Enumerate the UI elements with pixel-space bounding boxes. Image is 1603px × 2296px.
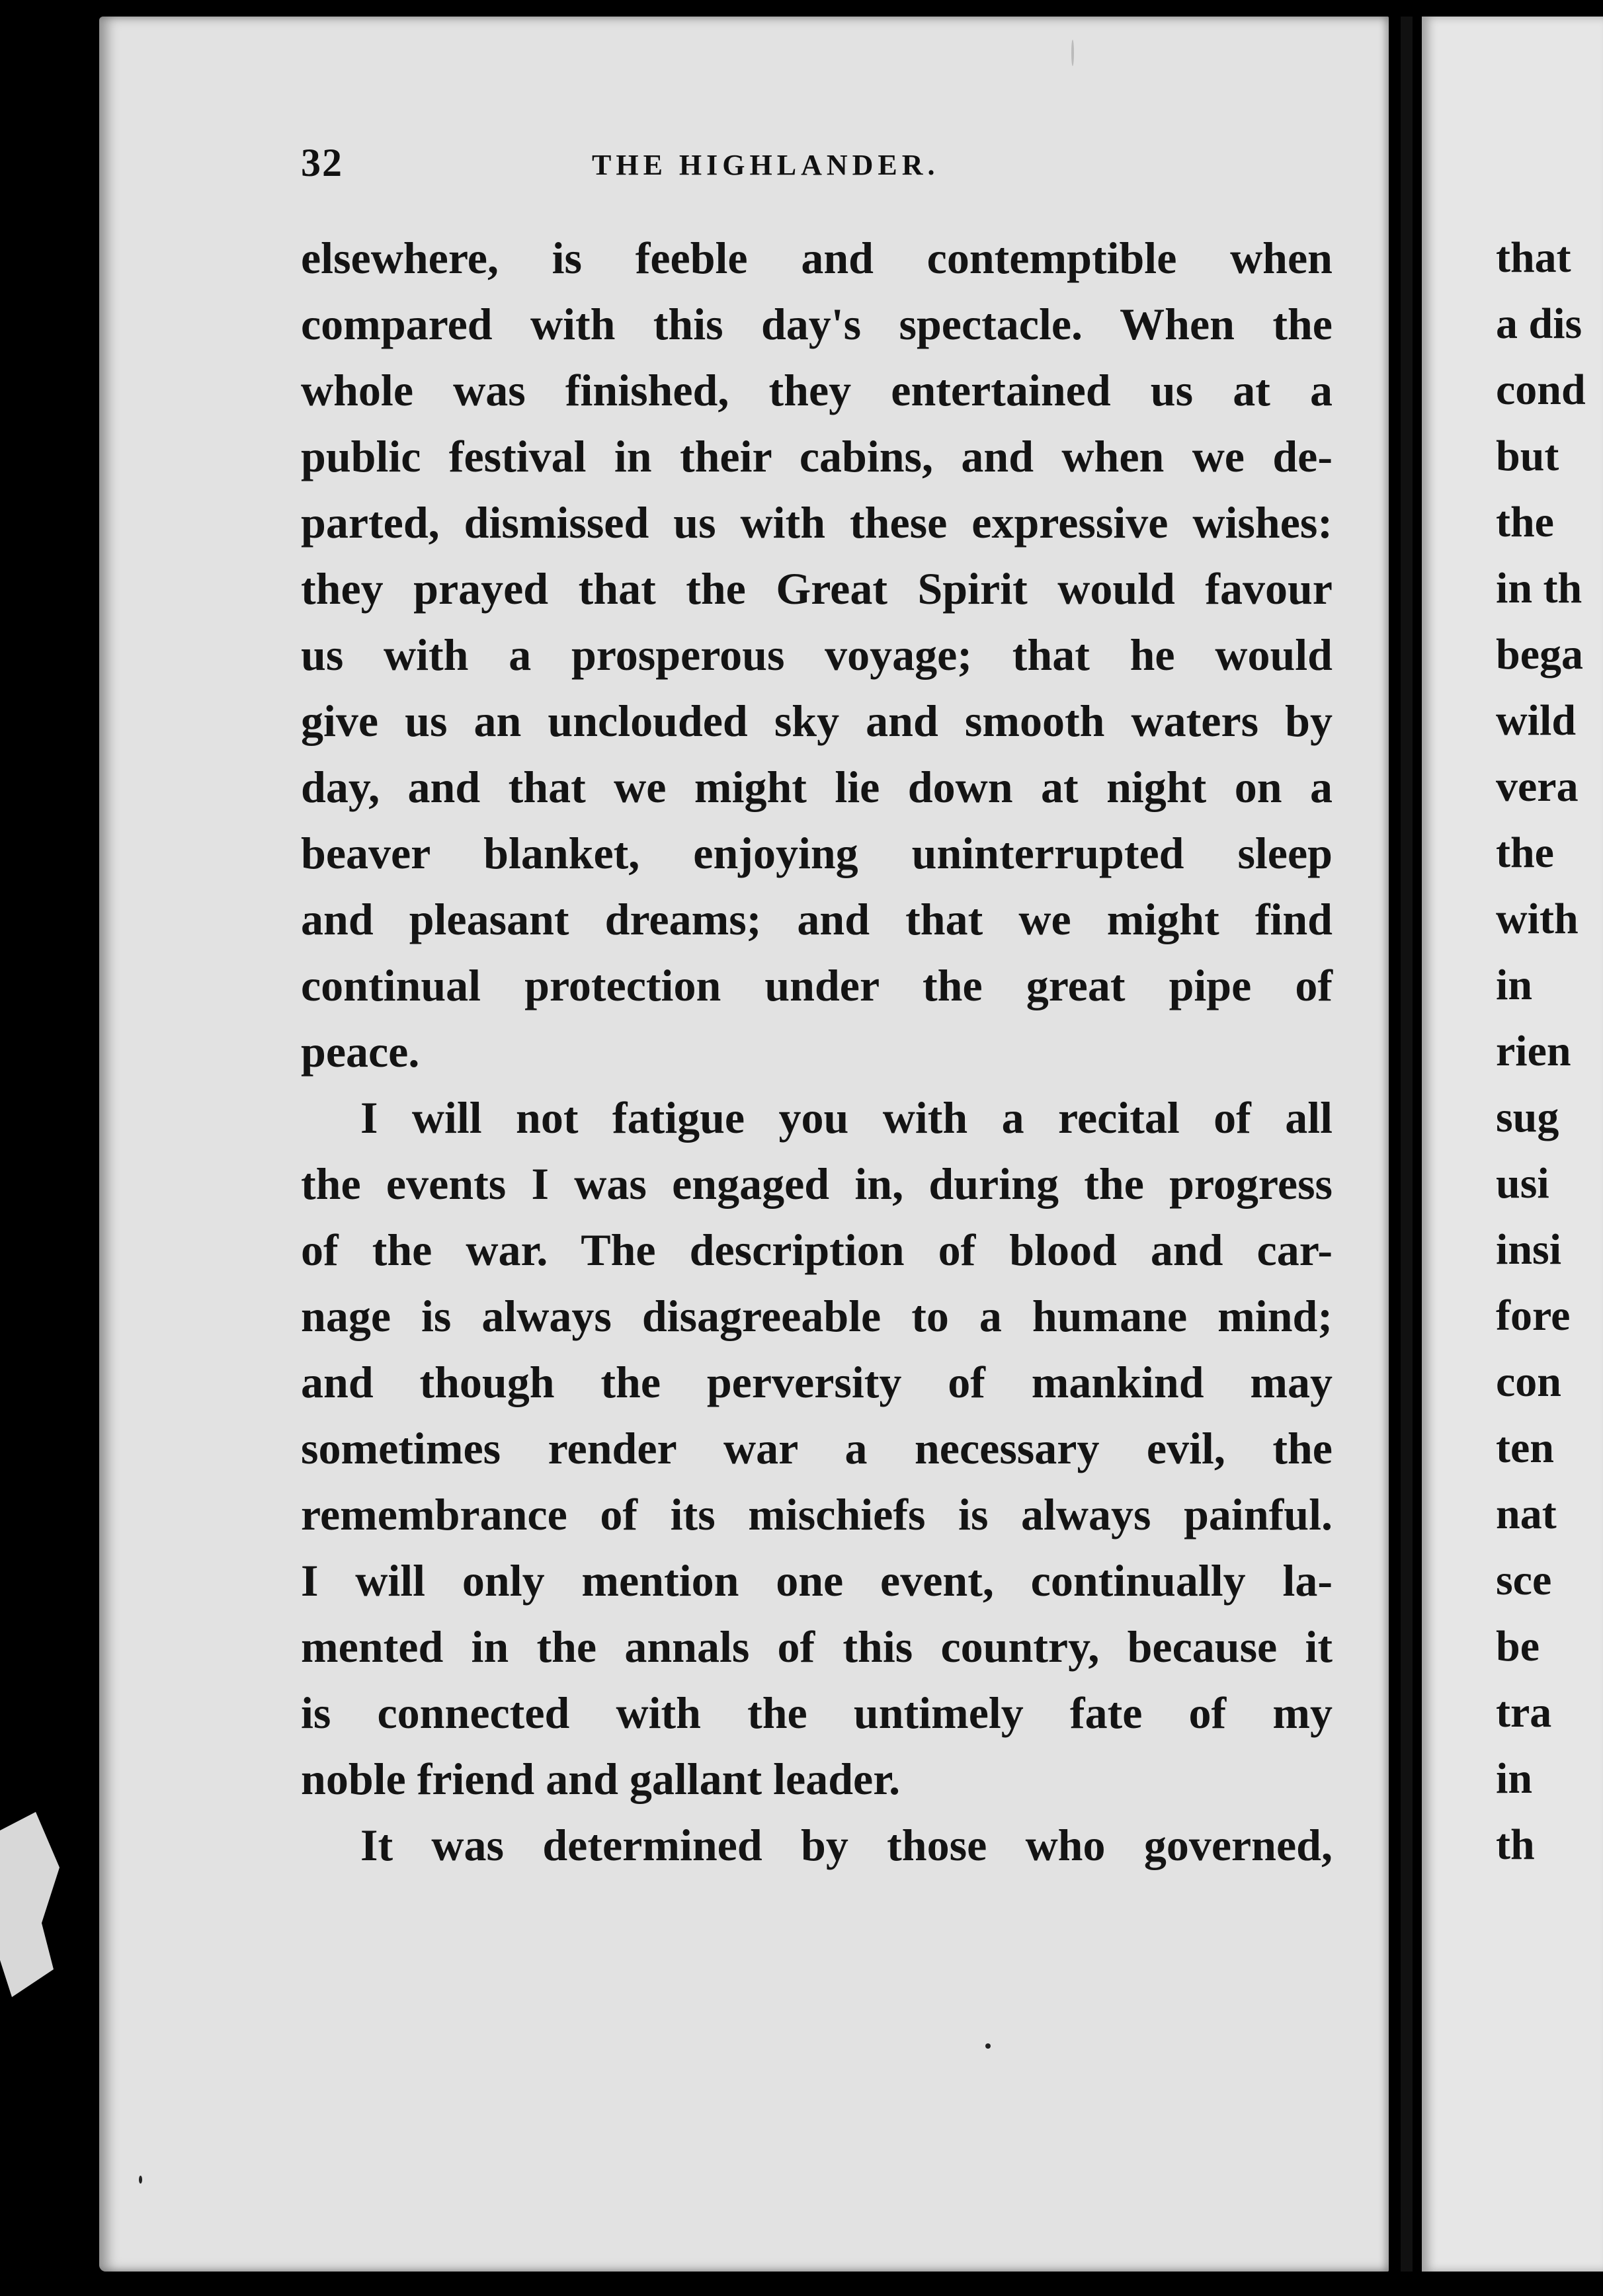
- text-line: us with a prosperous voyage; that he would: [301, 630, 1333, 680]
- text-fragment: tra: [1496, 1688, 1552, 1737]
- text-fragment: in: [1496, 1754, 1533, 1803]
- text-line: continual protection under the great pipe of: [301, 960, 1333, 1010]
- text-fragment: bega: [1496, 630, 1583, 678]
- text-line: and though the perversity of mankind may: [301, 1357, 1333, 1407]
- text-line: noble friend and gallant leader.: [301, 1754, 901, 1804]
- text-fragment: the: [1496, 498, 1554, 546]
- paragraph-start-line: It was determined by those who governed,: [360, 1820, 1333, 1870]
- text-fragment: be: [1496, 1622, 1540, 1670]
- text-line: mented in the annals of this country, because it: [301, 1621, 1333, 1672]
- text-line: give us an unclouded sky and smooth waters by: [301, 696, 1333, 746]
- text-fragment: th: [1496, 1821, 1535, 1869]
- text-fragment: sug: [1496, 1093, 1559, 1141]
- torn-edge: [0, 1812, 60, 1997]
- text-line: the events I was engaged in, during the progress: [301, 1159, 1333, 1209]
- body-text: [301, 225, 1333, 1878]
- text-line: of the war. The description of blood and car-: [301, 1225, 1333, 1275]
- text-line: remembrance of its mischiefs is always painful.: [301, 1489, 1333, 1539]
- text-fragment: a dis: [1496, 300, 1582, 348]
- text-line: elsewhere, is feeble and contemptible when: [301, 233, 1333, 283]
- text-line: compared with this day's spectacle. When the: [301, 299, 1333, 349]
- paragraph-start-line: I will not fatigue you with a recital of all: [360, 1092, 1333, 1143]
- text-fragment: sce: [1496, 1556, 1552, 1604]
- text-fragment: in th: [1496, 564, 1582, 612]
- text-fragment: but: [1496, 432, 1559, 480]
- page-header: [301, 140, 1333, 193]
- text-fragment: usi: [1496, 1159, 1549, 1208]
- text-fragment: that: [1496, 233, 1571, 282]
- text-fragment: wild: [1496, 696, 1577, 745]
- book-gutter: [1401, 17, 1413, 2272]
- text-fragment: in: [1496, 961, 1533, 1009]
- text-line: beaver blanket, enjoying uninterrupted sleep: [301, 828, 1333, 878]
- text-fragment: con: [1496, 1358, 1561, 1406]
- text-line: they prayed that the Great Spirit would favour: [301, 563, 1333, 614]
- right-page-text-fragments: [1496, 225, 1603, 1878]
- text-line: whole was finished, they entertained us at a: [301, 365, 1333, 415]
- text-line: I will only mention one event, continually la-: [301, 1555, 1333, 1606]
- text-fragment: nat: [1496, 1490, 1557, 1538]
- text-line: parted, dismissed us with these expressive wishes:: [301, 497, 1333, 548]
- text-line: nage is always disagreeable to a humane mind;: [301, 1291, 1333, 1341]
- text-fragment: vera: [1496, 762, 1579, 811]
- text-line: public festival in their cabins, and when we de-: [301, 431, 1333, 481]
- text-fragment: fore: [1496, 1292, 1571, 1340]
- text-line: peace.: [301, 1026, 420, 1077]
- text-line: sometimes render war a necessary evil, the: [301, 1423, 1333, 1473]
- text-fragment: the: [1496, 829, 1554, 877]
- text-line: and pleasant dreams; and that we might find: [301, 894, 1333, 944]
- text-fragment: rien: [1496, 1027, 1571, 1075]
- page-number: 32: [301, 141, 343, 184]
- running-head: THE HIGHLANDER.: [592, 149, 940, 181]
- text-fragment: cond: [1496, 366, 1586, 414]
- text-fragment: ten: [1496, 1424, 1554, 1472]
- text-fragment: with: [1496, 895, 1579, 943]
- text-line: is connected with the untimely fate of my: [301, 1688, 1333, 1738]
- text-line: day, and that we might lie down at night on a: [301, 762, 1333, 812]
- text-fragment: insi: [1496, 1225, 1562, 1274]
